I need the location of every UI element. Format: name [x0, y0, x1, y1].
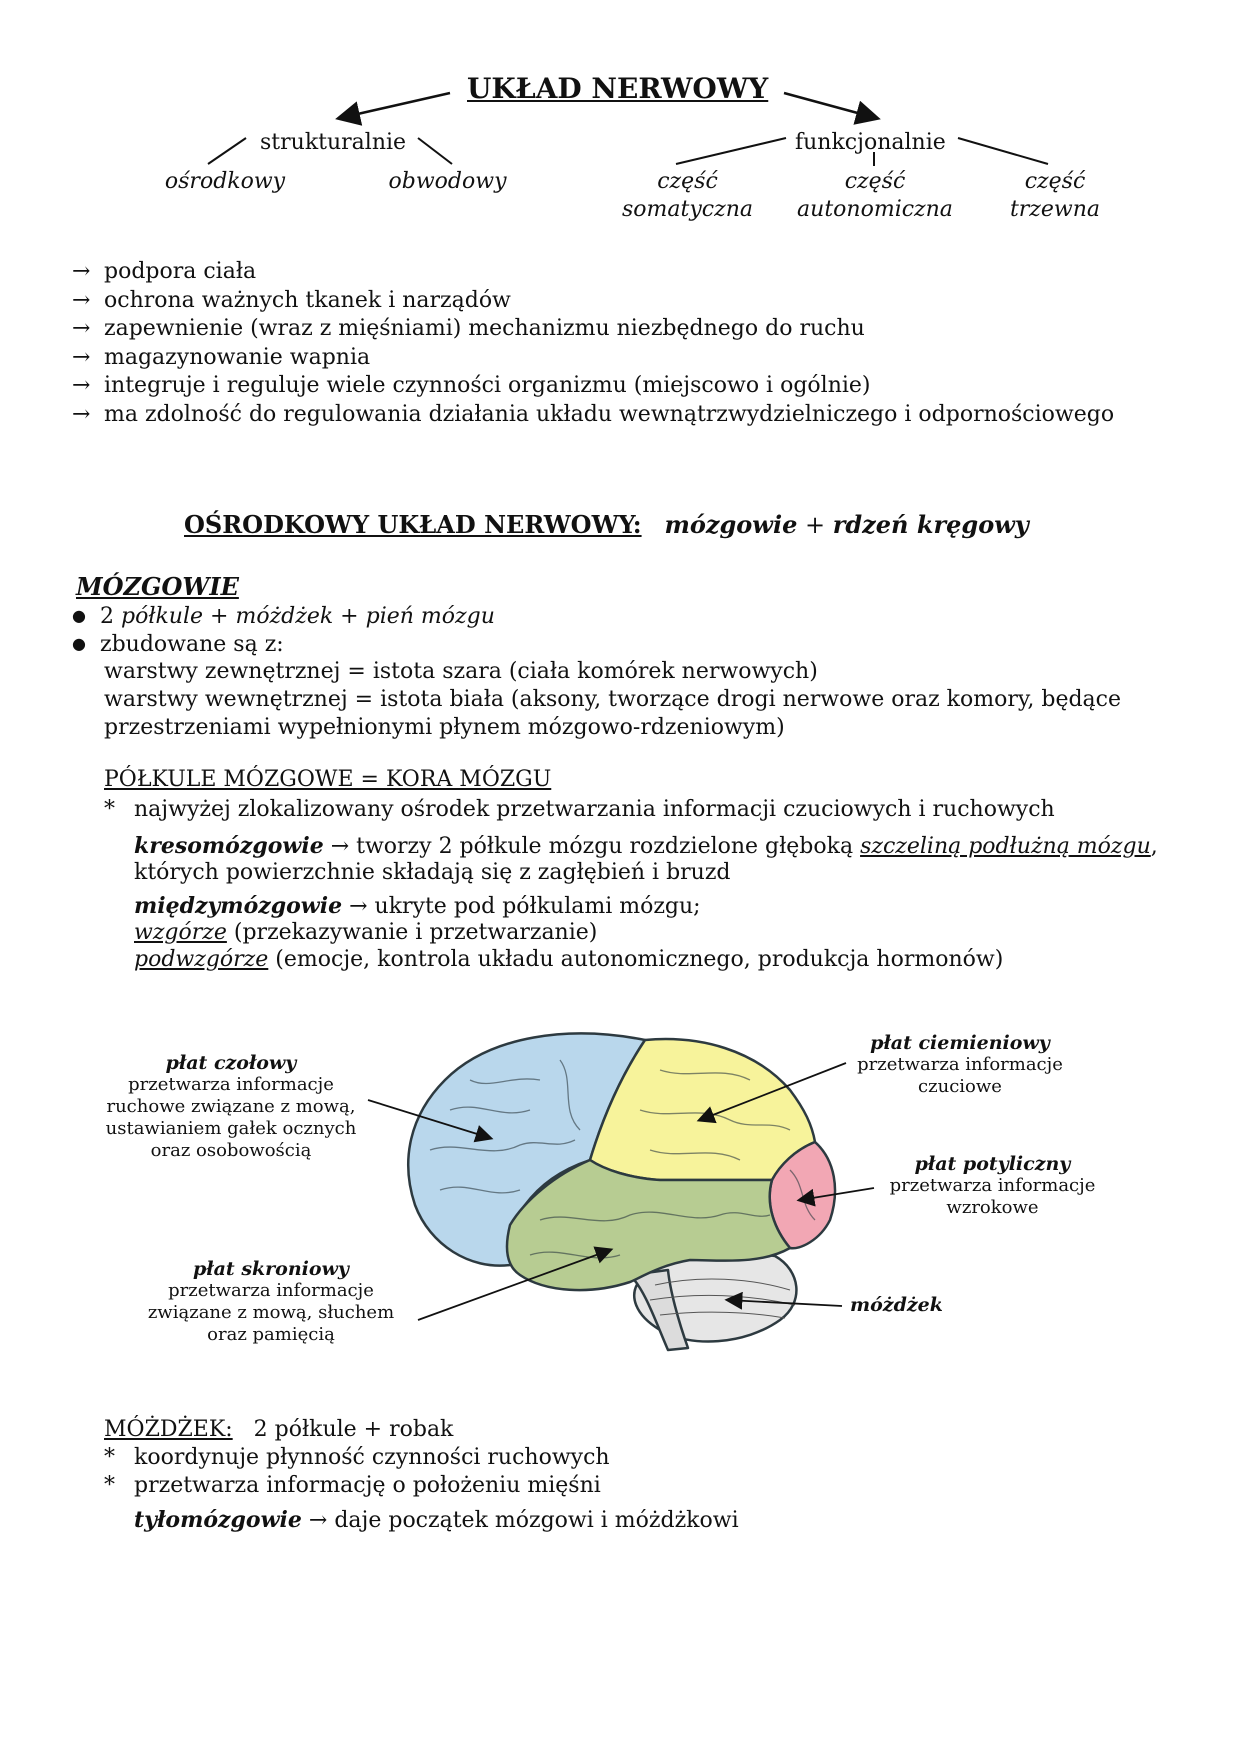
- list-item: → podpora ciała: [72, 259, 257, 284]
- label-cerebellum: móżdżek: [850, 1294, 943, 1316]
- branch-somatic: część somatyczna: [622, 169, 753, 222]
- label-temporal: płat skroniowy przetwarza informacje związane z mową, słuchem oraz pamięcią: [147, 1258, 395, 1345]
- diencephalon-line: międzymózgowie → ukryte pod półkulami mózgu;: [134, 893, 701, 919]
- page-title: UKŁAD NERWOWY: [467, 72, 769, 105]
- line-to-visceral: [958, 138, 1048, 164]
- list-item: → ochrona ważnych tkanek i narządów: [72, 287, 511, 313]
- hindbrain-line: tyłomózgowie → daje początek mózgowi i móżdżkowi: [134, 1507, 739, 1533]
- list-item: → integruje i reguluje wiele czynności organizmu (miejscowo i ogólnie): [72, 373, 871, 398]
- thalamus-line: wzgórze (przekazywanie i przetwarzanie): [134, 920, 598, 945]
- branch-structural: strukturalnie: [260, 130, 407, 155]
- hypothalamus-line: podwzgórze (emocje, kontrola układu autonomicznego, produkcja hormonów): [134, 947, 1004, 972]
- brain-heading: MÓZGOWIE: [76, 572, 239, 601]
- cerebellum-point: * koordynuje płynność czynności ruchowych: [104, 1445, 610, 1470]
- branch-central: ośrodkowy: [164, 169, 286, 194]
- hemispheres-point: * najwyżej zlokalizowany ośrodek przetwarzania informacji czuciowych i ruchowych: [104, 797, 1055, 822]
- list-item: → magazynowanie wapnia: [72, 344, 371, 370]
- cerebellum-heading: MÓŻDŻEK: 2 półkule + robak: [104, 1417, 454, 1442]
- brain-parts-bullet: ● 2 półkule + móżdżek + pień mózgu: [72, 604, 495, 629]
- line-to-somatic: [676, 138, 786, 164]
- branch-functional: funkcjonalnie: [795, 130, 946, 155]
- label-parietal: płat ciemieniowy przetwarza informacje czuciowe: [857, 1032, 1063, 1097]
- outer-layer: warstwy zewnętrznej = istota szara (ciała komórek nerwowych): [104, 659, 818, 684]
- branch-visceral: część trzewna: [1009, 169, 1101, 222]
- cerebellum-point: * przetwarza informację o położeniu mięśni: [104, 1473, 601, 1498]
- label-frontal: płat czołowy przetwarza informacje ruchowe związane z mową, ustawianiem gałek ocznych oraz osobowością: [105, 1052, 357, 1161]
- branch-peripheral: obwodowy: [388, 169, 507, 194]
- functions-list: [72, 258, 1114, 429]
- cns-heading: OŚRODKOWY UKŁAD NERWOWY: mózgowie + rdzeń kręgowy: [184, 510, 1029, 539]
- brain-structure-bullet: ● zbudowane są z:: [72, 632, 284, 657]
- line-to-pns: [418, 138, 452, 164]
- list-item: → zapewnienie (wraz z mięśniami) mechanizmu niezbędnego do ruchu: [72, 316, 865, 341]
- inner-layer-2: przestrzeniami wypełnionymi płynem mózgowo-rdzeniowym): [104, 715, 785, 740]
- label-occipital: płat potyliczny przetwarza informacje wzrokowe: [889, 1153, 1096, 1218]
- branch-autonomic: część autonomiczna: [797, 169, 953, 222]
- telencephalon-line-2: których powierzchnie składają się z zagłębień i bruzd: [134, 860, 731, 885]
- telencephalon-line: kresomózgowie → tworzy 2 półkule mózgu rozdzielone głęboką szczeliną podłużną mózgu,: [134, 833, 1158, 859]
- inner-layer-1: warstwy wewnętrznej = istota biała (aksony, tworzące drogi nerwowe oraz komory, będące: [104, 687, 1122, 712]
- hemispheres-heading: PÓŁKULE MÓZGOWE = KORA MÓZGU: [104, 767, 552, 792]
- arrow-to-functional: [784, 93, 876, 118]
- arrow-to-structural: [340, 93, 450, 118]
- list-item: → ma zdolność do regulowania działania układu wewnątrzwydzielniczego i odpornościowego: [72, 401, 1115, 427]
- line-to-cns: [208, 138, 246, 164]
